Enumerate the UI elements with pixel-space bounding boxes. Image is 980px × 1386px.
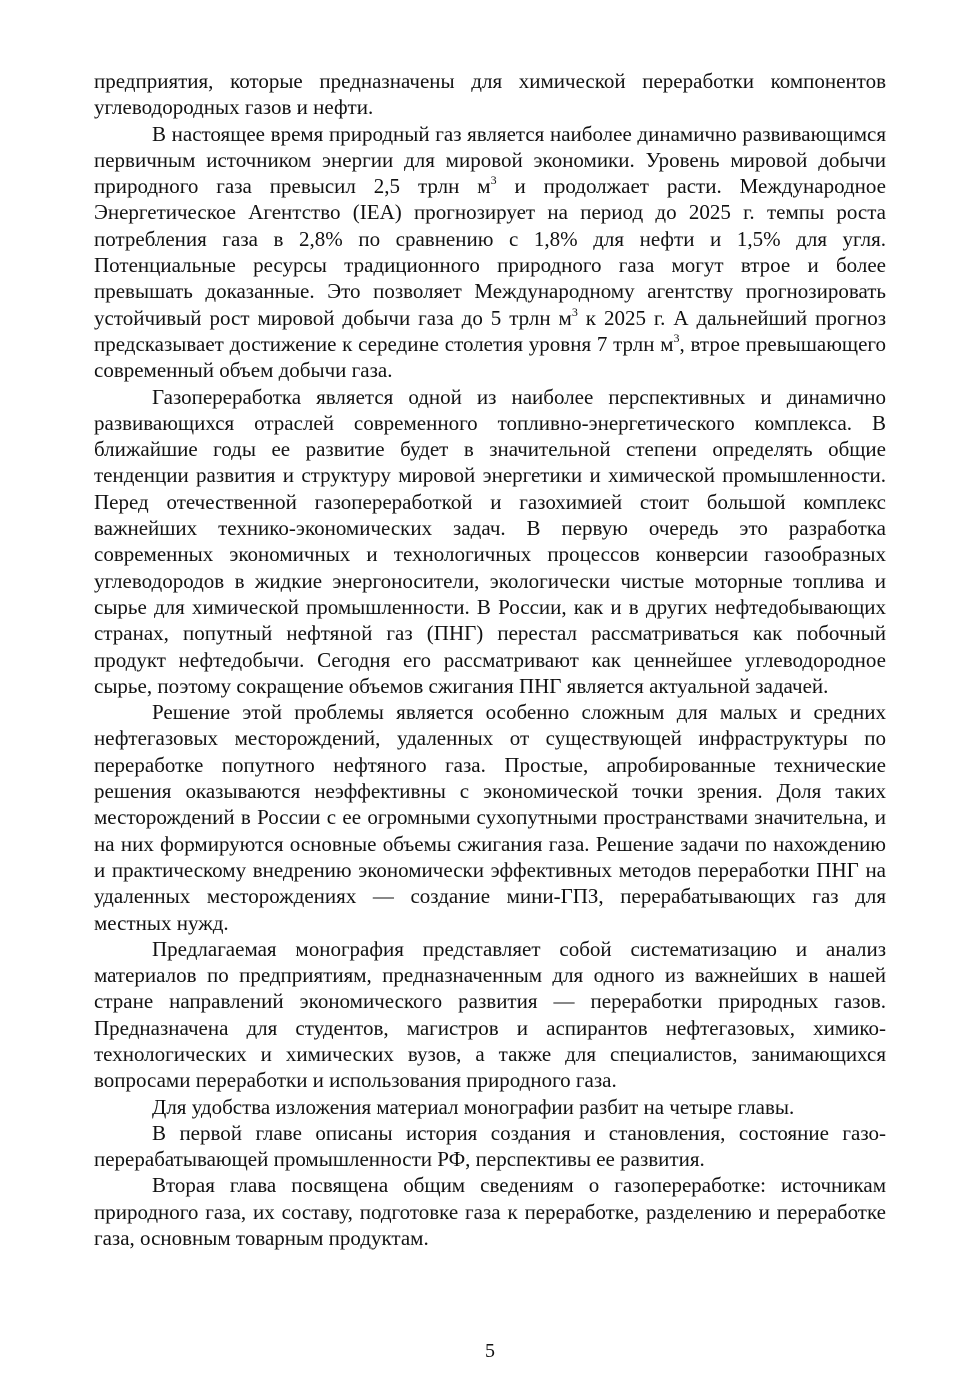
paragraph-text: Для удобства изложения материал монографии разбит на четыре главы. [152,1094,795,1119]
paragraph-text: и продолжает расти. Международное Энергетическое Агентство (IEA) прогнозирует на период до 2025 г. темпы роста потребления газа в 2,8% по сравнению с 1,8% для нефти и 1,5% для угля. Потенциальные ресурсы традиционного природного газа могут втрое и более превышать доказанные. Это позволяет Международному агентству прогнозировать устойчивый рост мировой добычи газа до 5 трлн м [94,174,886,330]
paragraph-text: В настоящее время природный газ является наиболее динамично развивающимся первичным источником энергии для мировой экономики. Уровень мировой добычи природного газа превысил 2,5 трлн м [94,121,886,199]
paragraph-1 [94,68,886,121]
paragraph-text: Решение этой проблемы является особенно сложным для малых и средних нефтегазовых месторождений, удаленных от существующей инфраструктуры по переработке попутного нефтяного газа. Простые, апробированные технические решения оказываются неэффективны с экономической точки зрения. Доля таких месторождений в России с ее огромными сухопутными пространствами значительна, и на них формируются основные объемы сжигания газа. Решение задачи по нахождению и практическому внедрению экономически эффективных методов переработки ПНГ на удаленных месторождениях — создание мини-ГПЗ, перерабатывающих газ для местных нужд. [94,700,886,935]
superscript-exponent: 3 [490,173,497,188]
paragraph-3 [94,384,886,700]
paragraph-7 [94,1120,886,1173]
paragraph-8 [94,1172,886,1251]
page-number: 5 [485,1340,495,1362]
paragraph-4 [94,699,886,936]
paragraph-text: к 2025 г. А дальнейший прогноз предсказывает достижение к середине столетия уровня 7 трлн м [94,305,886,356]
paragraph-text: Предлагаемая монография представляет собой систематизацию и анализ материалов по предприятиям, предназначенным для одного из важнейших в нашей стране направлений экономического развития — переработки природных газов. Предназначена для студентов, магистров и аспирантов нефтегазовых, химико-технологических и химических вузов, а также для специалистов, занимающихся вопросами переработки и использования природного газа. [94,936,886,1093]
paragraph-6 [94,1094,886,1120]
superscript-exponent: 3 [673,330,680,345]
paragraph-text: В первой главе описаны история создания и становления, состояние газоперерабатывающей промышленности РФ, перспективы ее развития. [94,1120,886,1172]
page-body [94,68,886,1251]
paragraph-text: , втрое превышающего современный объем добычи газа. [94,331,886,383]
paragraph-text: предприятия, которые предназначены для химической переработки компонентов углеводородных газов и нефти. [94,69,886,120]
paragraph-5 [94,936,886,1094]
superscript-exponent: 3 [571,304,578,319]
paragraph-text: Вторая глава посвящена общим сведениям о газопереработке: источникам природного газа, их составу, подготовке газа к переработке, разделению и переработке газа, основным товарным продуктам. [94,1173,886,1251]
paragraph-2 [94,121,886,384]
paragraph-text: Газопереработка является одной из наиболее перспективных и динамично развивающихся отраслей современного топливно-энергетического комплекса. В ближайшие годы ее развитие будет в значительной степени определять общие тенденции развития и структуру мировой энергетики и химической промышленности. Перед отечественной газопереработкой и газохимией стоит большой комплекс важнейших технико-экономических задач. В первую очередь это разработка современных экономичных и технологичных процессов конверсии газообразных углеводородов в жидкие энергоносители, экологически чистые моторные топлива и сырье для химической промышленности. В России, как и в других нефтедобывающих странах, попутный нефтяной газ (ПНГ) перестал рассматриваться как побочный продукт нефтедобычи. Сегодня его рассматривают как ценнейшее углеводородное сырье, поэтому сокращение объемов сжигания ПНГ является актуальной задачей. [94,384,886,698]
